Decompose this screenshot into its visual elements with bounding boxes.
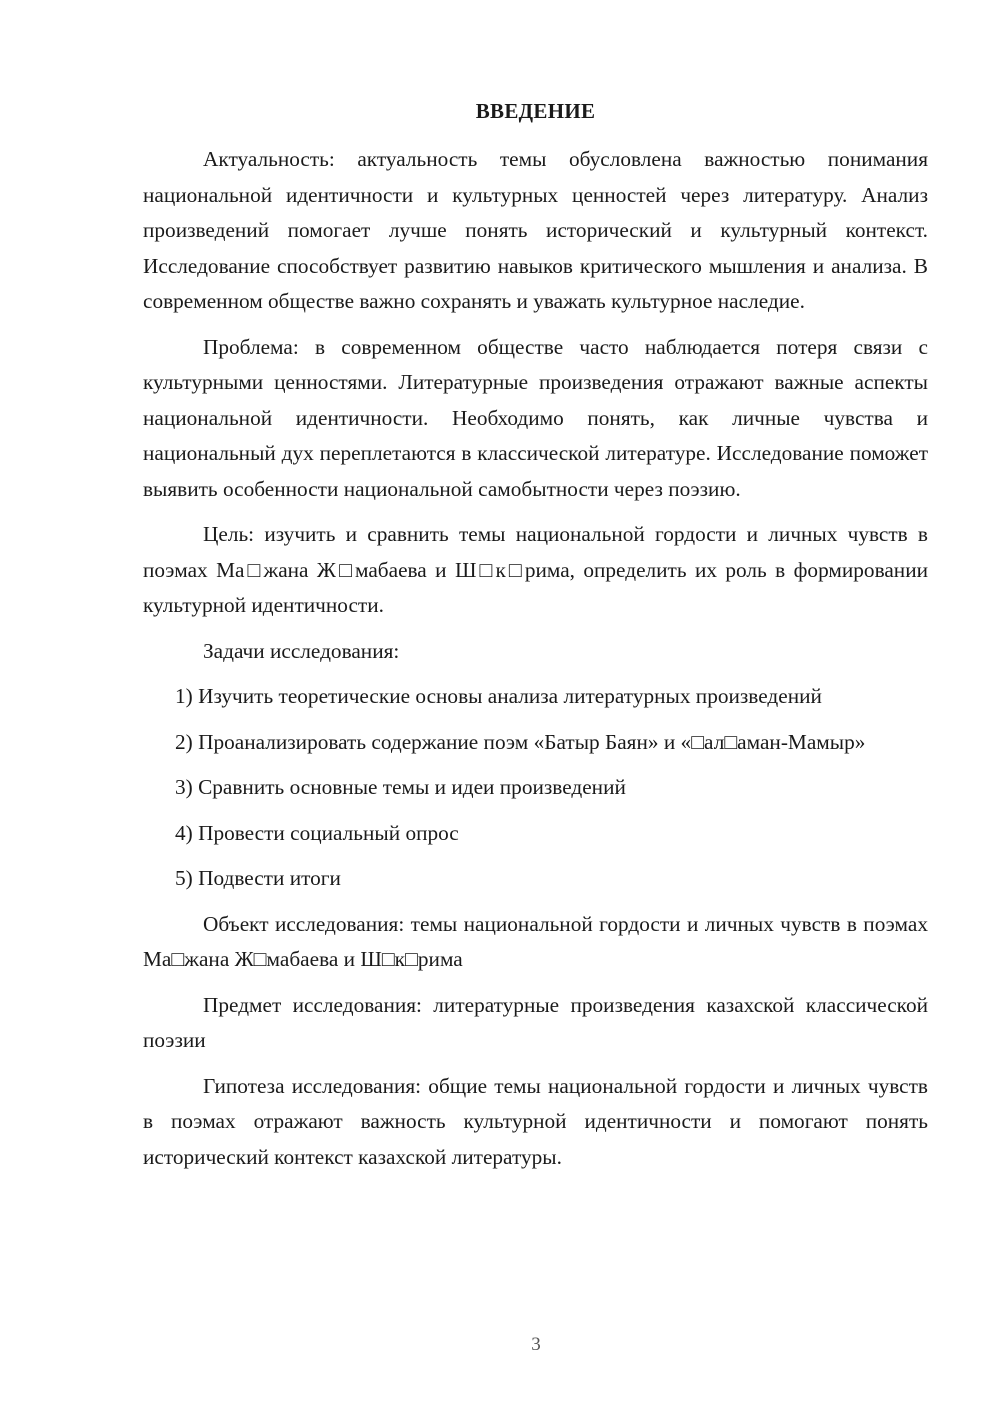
tasks-heading: Задачи исследования: <box>203 638 400 663</box>
page-title: ВВЕДЕНИЕ <box>475 99 596 123</box>
task-item: 5) Подвести итоги <box>175 866 341 890</box>
paragraph-hypothesis: Гипотеза исследования: общие темы национальной гордости и личных чувств в поэмах отражают важность культурной идентичности и помогают понять исторический контекст казахской литературы. <box>143 1073 928 1169</box>
task-item: 1) Изучить теоретические основы анализа литературных произведений <box>175 684 822 708</box>
paragraph-object: Объект исследования: темы национальной гордости и личных чувств в поэмах Ма□жана Ж□мабаева и Ш□к□рима <box>143 911 928 971</box>
document-body <box>143 142 928 1185</box>
paragraph-relevance: Актуальность: актуальность темы обусловлена важностью понимания национальной идентичности и культурных ценностей через литературу. Анализ произведений помогает лучше понять исторический и культурный контекст. Исследование способствует развитию навыков критического мышления и анализа. В современном обществе важно сохранять и уважать культурное наследие. <box>143 147 928 313</box>
task-item: 3) Сравнить основные темы и идеи произведений <box>175 775 626 799</box>
task-item: 2) Проанализировать содержание поэм «Батыр Баян» и «□ал□аман-Мамыр» <box>175 729 866 754</box>
task-item: 4) Провести социальный опрос <box>175 820 459 845</box>
paragraph-goal: Цель: изучить и сравнить темы национальной гордости и личных чувств в поэмах Ма□жана Ж□мабаева и Ш□к□рима, определить их роль в формировании культурной идентичности. <box>143 522 928 617</box>
paragraph-problem: Проблема: в современном обществе часто наблюдается потеря связи с культурными ценностями. Литературные произведения отражают важные аспекты национальной идентичности. Необходимо понять, как личные чувства и национальный дух переплетаются в классической литературе. Исследование поможет выявить особенности национальной самобытности через поэзию. <box>143 334 928 501</box>
page-number: 3 <box>531 1334 541 1355</box>
paragraph-subject: Предмет исследования: литературные произведения казахской классической поэзии <box>143 992 928 1052</box>
